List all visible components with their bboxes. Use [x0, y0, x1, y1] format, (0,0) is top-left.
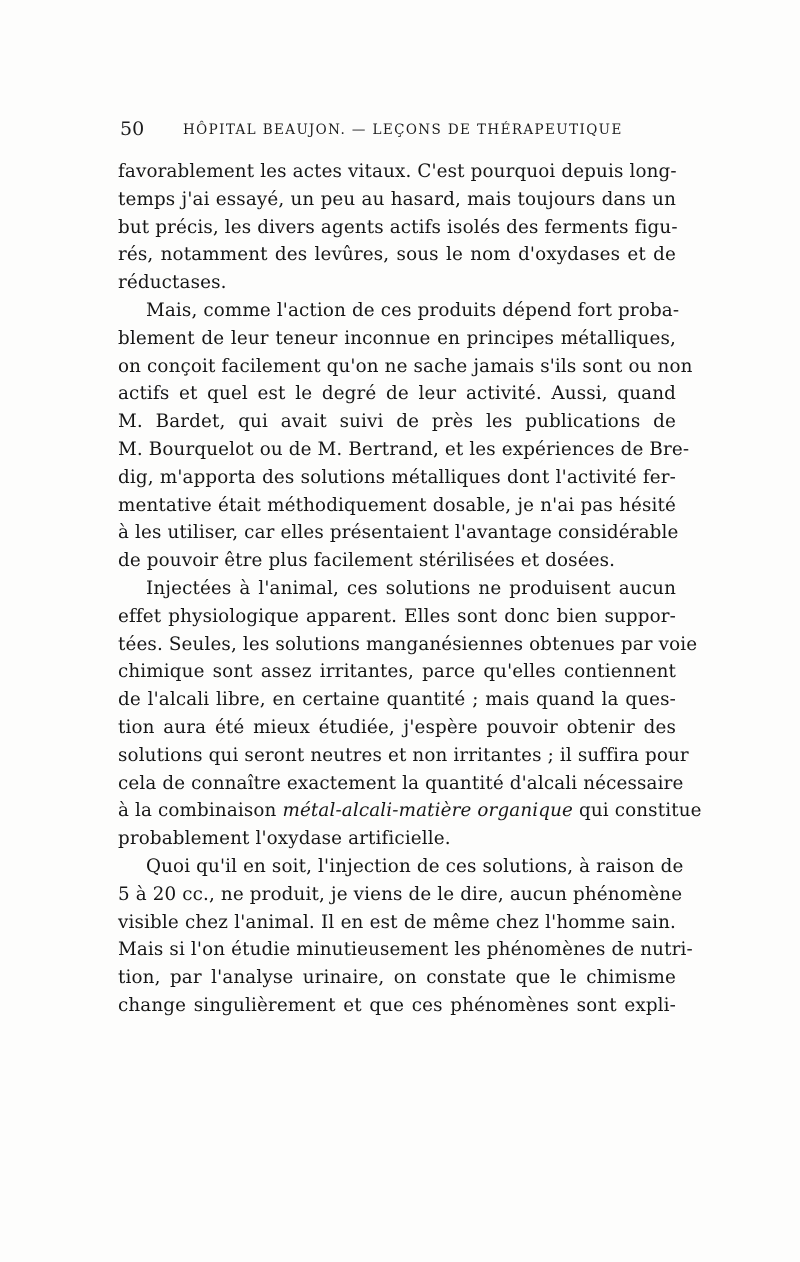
- page-header: [120, 117, 680, 141]
- page-number: 50: [120, 118, 145, 140]
- text-line: 5 à 20 cc., ne produit, je viens de le dire, aucun phénomène: [118, 883, 683, 905]
- text-line-with-italic: [118, 797, 702, 825]
- text-line: but précis, les divers agents actifs isolés des ferments figu-: [118, 216, 678, 238]
- italic-term: métal-alcali-matière organique: [282, 800, 574, 822]
- text-line: dig, m'apporta des solutions métalliques dont l'activité fer-: [118, 466, 676, 488]
- text-line: temps j'ai essayé, un peu au hasard, mais toujours dans un: [118, 188, 676, 210]
- text-line: change singulièrement et que ces phénomènes sont expli-: [118, 994, 676, 1016]
- text-line: Mais, comme l'action de ces produits dépend fort proba-: [146, 299, 680, 321]
- text-line: chimique sont assez irritantes, parce qu'elles contiennent: [118, 661, 676, 683]
- text-line: M. Bardet, qui avait suivi de près les publications de: [118, 411, 676, 433]
- paragraph: [118, 297, 693, 575]
- text-line: solutions qui seront neutres et non irritantes ; il suffira pour: [118, 744, 689, 766]
- text-line: M. Bourquelot ou de M. Bertrand, et les expériences de Bre-: [118, 438, 690, 460]
- running-head: HÔPITAL BEAUJON. — LEÇONS DE THÉRAPEUTIQUE: [183, 122, 623, 138]
- paragraph: [118, 575, 702, 853]
- paragraph: [118, 158, 676, 297]
- text-line: effet physiologique apparent. Elles sont donc bien suppor-: [118, 605, 676, 627]
- text-line: à les utiliser, car elles présentaient l'avantage considérable: [118, 522, 679, 544]
- text-line: on conçoit facilement qu'on ne sache jamais s'ils sont ou non: [118, 355, 693, 377]
- text-line: réductases.: [118, 272, 227, 294]
- text-line: visible chez l'animal. Il en est de même chez l'homme sain.: [118, 911, 676, 933]
- text-line: de l'alcali libre, en certaine quantité ; mais quand la ques-: [118, 689, 676, 711]
- paragraph: [118, 853, 693, 1020]
- text-line: rés, notamment des levûres, sous le nom d'oxydases et de: [118, 244, 676, 266]
- text-line: tion, par l'analyse urinaire, on constate que le chimisme: [118, 967, 676, 989]
- text-line: de pouvoir être plus facilement stérilisées et dosées.: [118, 550, 616, 572]
- body-text: [118, 158, 702, 1020]
- text-run: qui constitue: [573, 800, 702, 822]
- text-line: Quoi qu'il en soit, l'injection de ces solutions, à raison de: [146, 855, 684, 877]
- text-line: tées. Seules, les solutions manganésiennes obtenues par voie: [118, 633, 698, 655]
- text-line: favorablement les actes vitaux. C'est pourquoi depuis long-: [118, 161, 677, 182]
- text-line: cela de connaître exactement la quantité d'alcali nécessaire: [118, 772, 684, 794]
- text-line: blement de leur teneur inconnue en principes métalliques,: [118, 327, 676, 349]
- text-line: probablement l'oxydase artificielle.: [118, 828, 451, 850]
- text-line: tion aura été mieux étudiée, j'espère pouvoir obtenir des: [118, 716, 676, 738]
- text-line: mentative était méthodiquement dosable, je n'ai pas hésité: [118, 494, 676, 516]
- text-line: Injectées à l'animal, ces solutions ne produisent aucun: [146, 577, 676, 599]
- text-line: actifs et quel est le degré de leur activité. Aussi, quand: [118, 383, 676, 405]
- text-run: à la combinaison: [118, 800, 283, 822]
- text-line: Mais si l'on étudie minutieusement les phénomènes de nutri-: [118, 939, 693, 961]
